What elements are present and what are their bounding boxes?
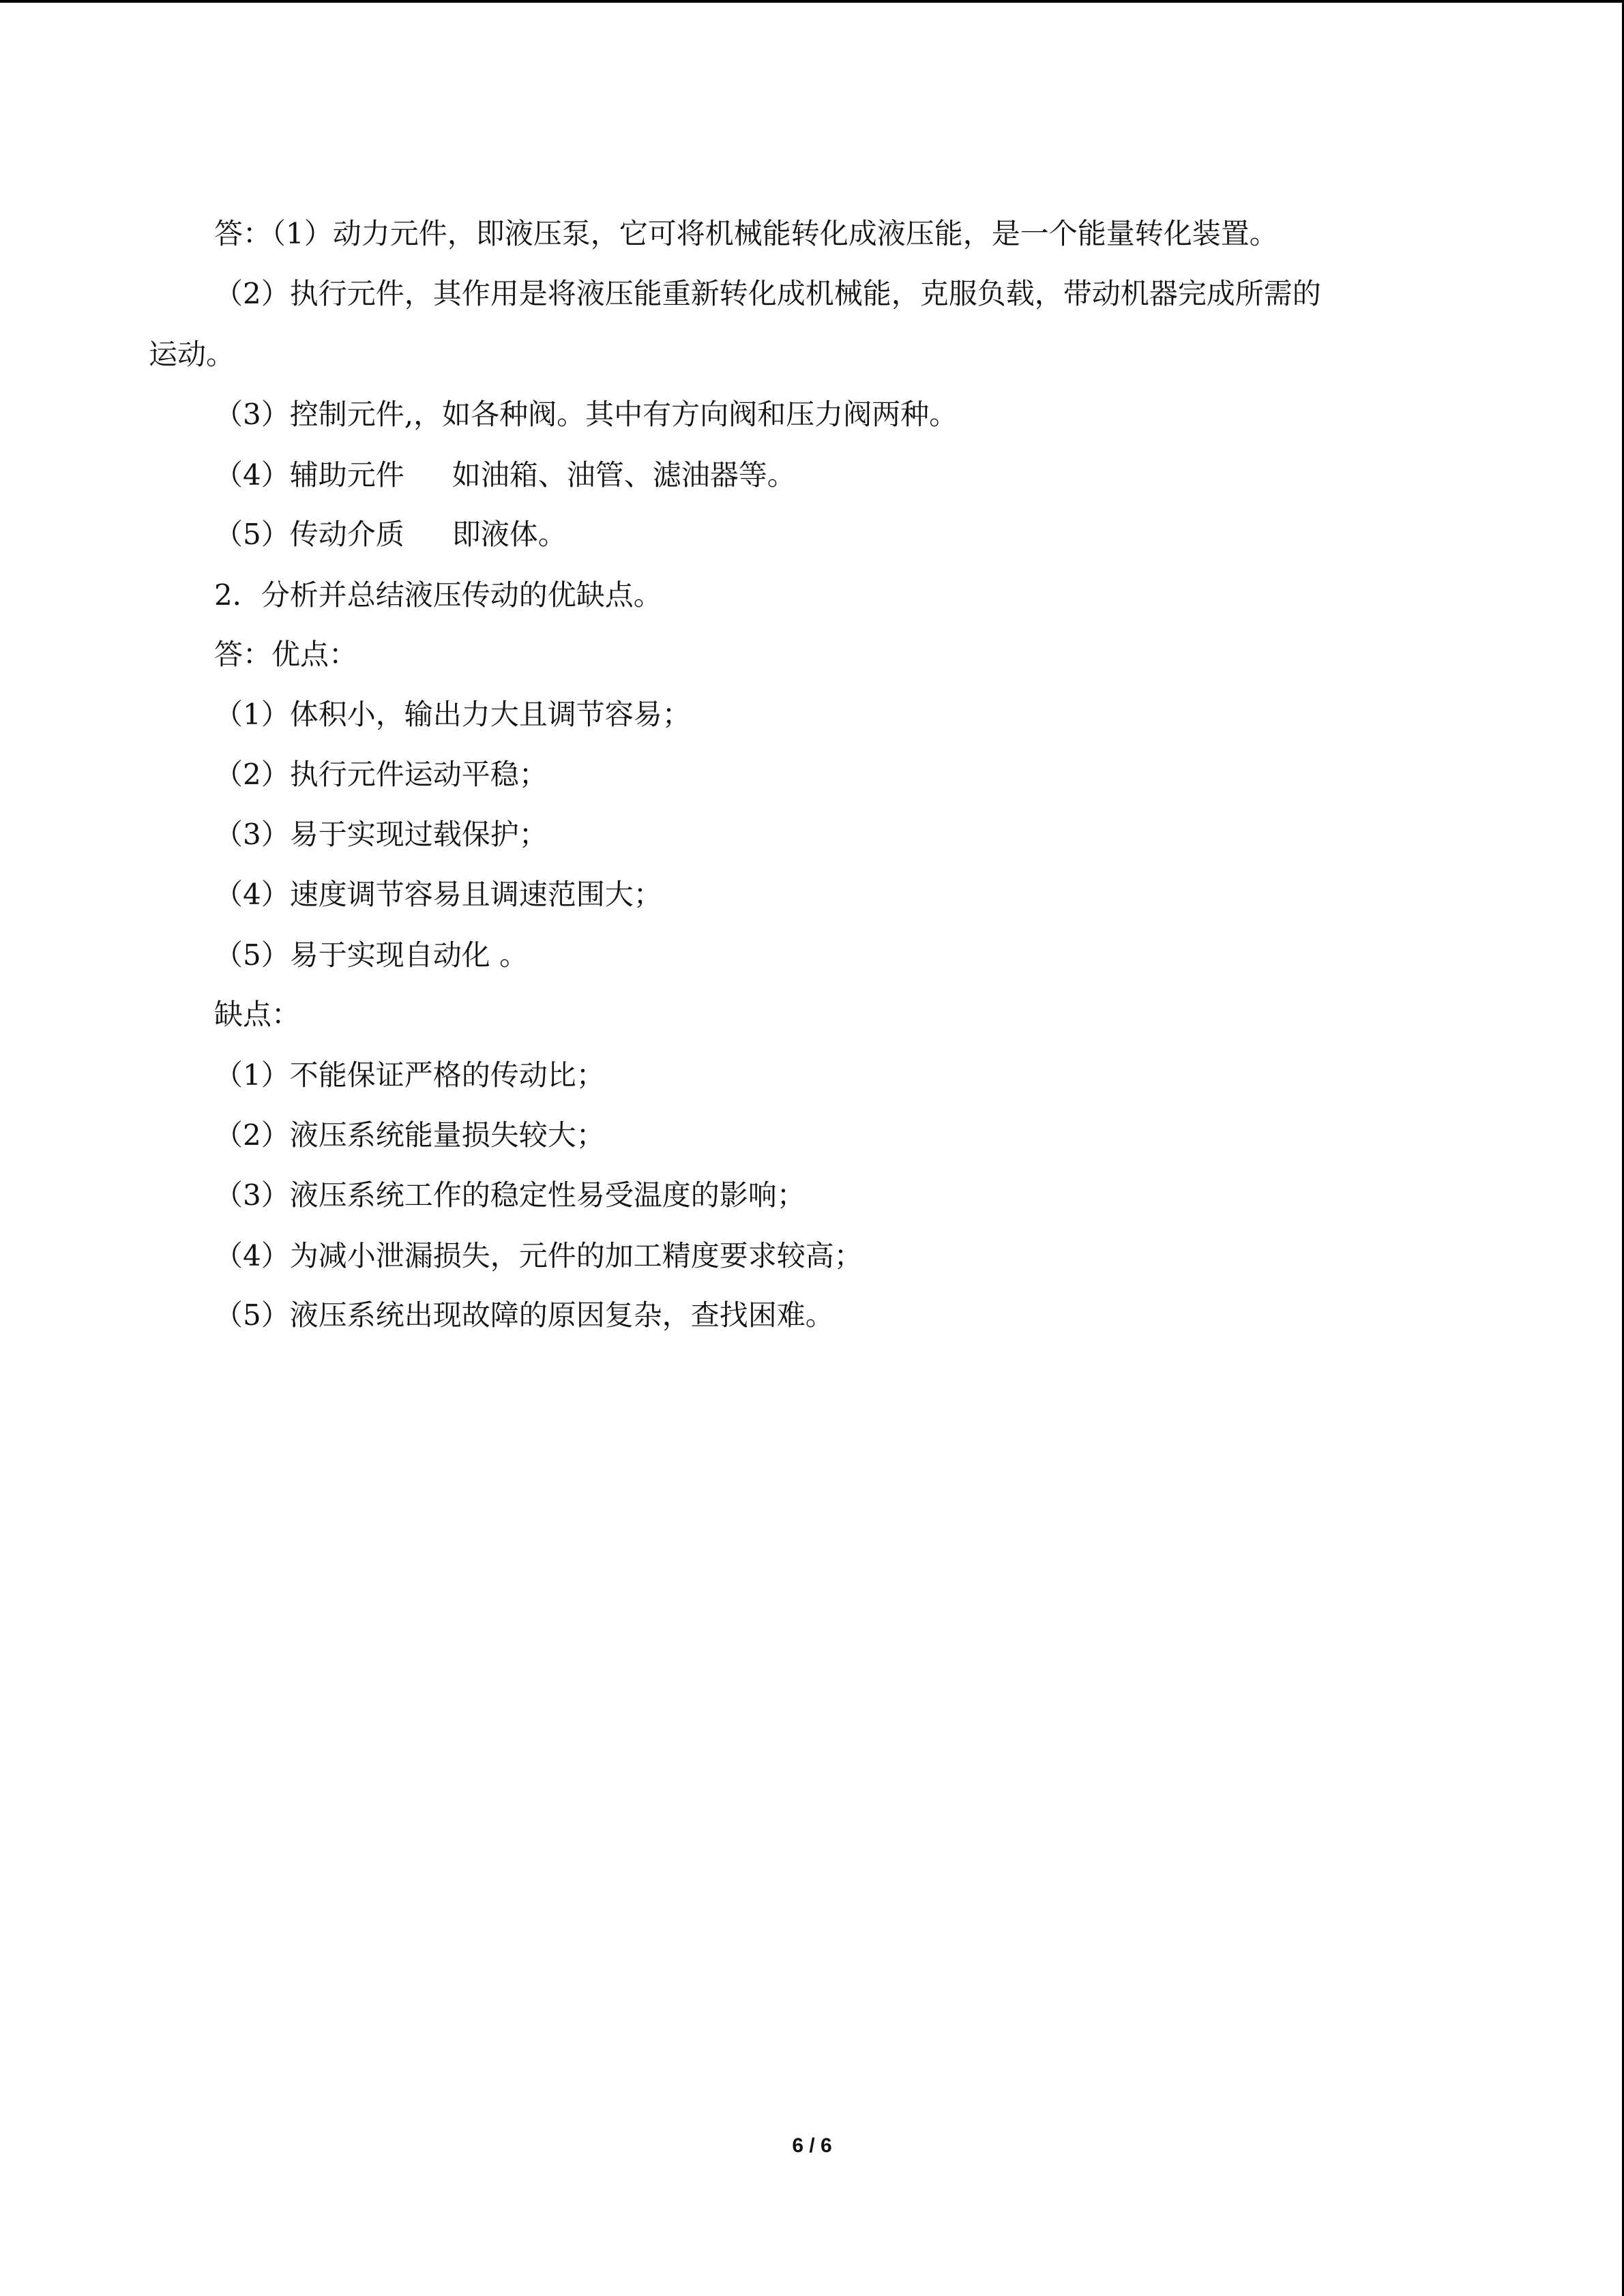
disadvantage-item: （5）液压系统出现故障的原因复杂，查找困难。 (214, 1298, 834, 1332)
advantage-item: （2）执行元件运动平稳； (214, 758, 548, 791)
advantages-heading: 答：优点： (214, 638, 358, 671)
answer-1-item-5 (214, 520, 567, 549)
answer-1-item-2: （2）执行元件，其作用是将液压能重新转化成机械能，克服负载，带动机器完成所需的 (214, 277, 1321, 310)
answer-1-item-3: （3）控制元件,，如各种阀。其中有方向阀和压力阀两种。 (214, 398, 958, 431)
disadvantages-heading: 缺点： (214, 998, 301, 1031)
page-number: 6 / 6 (792, 2134, 832, 2157)
disadvantage-item: （2）液压系统能量损失较大； (214, 1118, 605, 1152)
answer-1-item-5-detail: 即液体。 (452, 518, 567, 551)
advantage-item: （1）体积小，输出力大且调节容易； (214, 698, 691, 731)
advantage-item: （3）易于实现过载保护； (214, 818, 548, 851)
question-2: 2．分析并总结液压传动的优缺点。 (214, 578, 662, 612)
disadvantage-item: （1）不能保证严格的传动比； (214, 1058, 605, 1092)
advantage-item: （5）易于实现自动化 。 (214, 938, 529, 972)
disadvantage-item: （3）液压系统工作的稳定性易受温度的影响； (214, 1178, 806, 1212)
answer-1-item-2-continued: 运动。 (149, 338, 235, 371)
advantage-item: （4）速度调节容易且调速范围大； (214, 878, 662, 911)
answer-1-item-4 (214, 458, 796, 492)
answer-1-item-4-term: （4）辅助元件 (214, 458, 404, 492)
answer-1-item-4-detail: 如油箱、油管、滤油器等。 (452, 458, 796, 492)
disadvantage-item: （4）为减小泄漏损失，元件的加工精度要求较高； (214, 1239, 863, 1272)
answer-1-item-5-term: （5）传动介质 (214, 518, 404, 551)
answer-1-item-1: 答：（1）动力元件，即液压泵，它可将机械能转化成液压能，是一个能量转化装置。 (214, 217, 1278, 250)
